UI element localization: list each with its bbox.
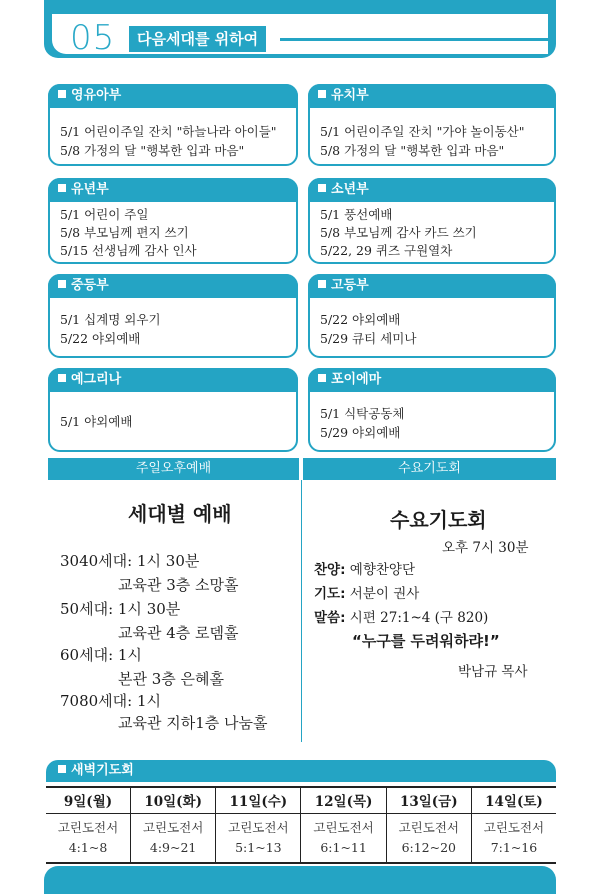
section-divider xyxy=(301,480,302,742)
word-value: 시편 27:1~4 (구 820) xyxy=(349,610,489,626)
generation-time: 50세대: 1시 30분 xyxy=(60,600,181,618)
card-juniors xyxy=(308,178,556,264)
card-tab xyxy=(48,274,298,298)
card-body xyxy=(320,206,477,260)
card-tab xyxy=(48,84,298,108)
event-line: 5/1 어린이 주일 xyxy=(60,207,149,222)
event-line: 5/8 가정의 달 "행복한 입과 마음" xyxy=(60,143,245,158)
generation-time: 3040세대: 1시 30분 xyxy=(60,552,200,570)
verse: 5:1~13 xyxy=(235,839,282,855)
wednesday-section-header: 수요기도회 xyxy=(303,458,556,480)
praise-label: 찬양: xyxy=(314,562,346,578)
scripture-cell xyxy=(471,813,556,863)
card-poiema xyxy=(308,368,556,452)
event-line: 5/1 어린이주일 잔치 "가야 놀이동산" xyxy=(320,124,525,139)
card-body xyxy=(60,310,161,348)
section-number: 05 xyxy=(70,18,116,58)
dawn-prayer-table xyxy=(46,786,556,864)
scripture-cell xyxy=(131,813,216,863)
day-header: 12일(목) xyxy=(301,787,386,813)
card-tab xyxy=(308,274,556,298)
card-body xyxy=(60,206,197,260)
prayer-value: 서분이 권사 xyxy=(349,586,420,602)
scripture-cell xyxy=(301,813,386,863)
card-middle-school xyxy=(48,274,298,358)
verse: 4:9~21 xyxy=(149,839,197,855)
verse: 6:1~11 xyxy=(320,839,367,855)
card-body xyxy=(320,122,525,160)
card-tab xyxy=(48,178,298,202)
scripture-cell xyxy=(386,813,471,863)
generation-place: 교육관 지하1층 나눔홀 xyxy=(118,714,268,732)
generation-place: 교육관 3층 소망홀 xyxy=(118,576,239,594)
verse: 6:12~20 xyxy=(401,839,457,855)
card-tab xyxy=(308,178,556,202)
event-line: 5/1 식탁공동체 xyxy=(320,406,405,421)
event-line: 5/8 부모님께 편지 쓰기 xyxy=(60,225,189,240)
book: 고린도전서 xyxy=(228,819,289,835)
event-line: 5/8 가정의 달 "행복한 입과 마음" xyxy=(320,143,505,158)
square-icon xyxy=(58,280,66,288)
event-line: 5/22, 29 퀴즈 구원열차 xyxy=(320,243,453,258)
square-icon xyxy=(58,184,66,192)
card-body xyxy=(320,310,416,348)
event-line: 5/1 십계명 외우기 xyxy=(60,312,161,327)
event-line: 5/22 야외예배 xyxy=(60,331,141,346)
generation-time: 60세대: 1시 xyxy=(60,646,142,664)
dept-name: 고등부 xyxy=(331,278,369,293)
dept-name: 소년부 xyxy=(331,182,369,197)
event-line: 5/22 야외예배 xyxy=(320,312,401,327)
footer-bar xyxy=(44,866,556,894)
dept-name: 영유아부 xyxy=(71,88,122,103)
square-icon xyxy=(318,184,326,192)
dept-name: 유년부 xyxy=(71,182,109,197)
event-line: 5/29 야외예배 xyxy=(320,425,401,440)
card-tab xyxy=(308,368,556,392)
book: 고린도전서 xyxy=(142,819,204,835)
event-line: 5/15 선생님께 감사 인사 xyxy=(60,243,197,258)
card-body xyxy=(60,122,277,160)
event-line: 5/8 부모님께 감사 카드 쓰기 xyxy=(320,225,477,240)
day-header: 14일(토) xyxy=(471,787,556,813)
generation-place: 본관 3층 은혜홀 xyxy=(118,670,225,688)
sermon-title: “누구를 두려워하랴!” xyxy=(352,632,500,650)
card-body xyxy=(60,412,132,431)
square-icon xyxy=(58,374,66,382)
event-line: 5/1 야외예배 xyxy=(60,414,133,429)
wednesday-title: 수요기도회 xyxy=(390,508,487,532)
preacher: 박남규 목사 xyxy=(458,664,528,680)
word-line xyxy=(314,606,488,626)
praise-value: 예향찬양단 xyxy=(349,562,415,578)
word-label: 말씀: xyxy=(314,610,346,626)
day-header: 10일(화) xyxy=(131,787,216,813)
square-icon xyxy=(318,280,326,288)
generation-time: 7080세대: 1시 xyxy=(60,692,162,710)
generation-place: 교육관 4층 로뎀홀 xyxy=(118,624,239,642)
square-icon xyxy=(58,765,66,773)
square-icon xyxy=(318,374,326,382)
day-header: 11일(수) xyxy=(216,787,301,813)
page-title: 다음세대를 위하여 xyxy=(129,26,266,52)
event-line: 5/1 어린이주일 잔치 "하늘나라 아이들" xyxy=(60,124,277,139)
dept-name: 중등부 xyxy=(71,278,109,293)
card-tab xyxy=(308,84,556,108)
dept-name: 포이에마 xyxy=(331,372,382,387)
book: 고린도전서 xyxy=(313,819,374,835)
card-body xyxy=(320,404,404,442)
sunday-title: 세대별 예배 xyxy=(128,502,232,526)
card-elementary xyxy=(48,178,298,264)
verse: 7:1~16 xyxy=(490,839,538,855)
header-panel xyxy=(52,14,548,54)
table-row xyxy=(46,813,556,863)
event-line: 5/29 큐티 세미나 xyxy=(320,331,417,346)
verse: 4:1~8 xyxy=(68,839,108,855)
dawn-prayer-tab xyxy=(46,760,556,782)
card-high-school xyxy=(308,274,556,358)
header-rule xyxy=(280,38,548,41)
prayer-label: 기도: xyxy=(314,586,346,602)
card-tab xyxy=(48,368,298,392)
book: 고린도전서 xyxy=(57,819,119,835)
book: 고린도전서 xyxy=(398,819,459,835)
praise-line xyxy=(314,558,415,578)
scripture-cell xyxy=(46,813,131,863)
square-icon xyxy=(58,90,66,98)
card-yegrina xyxy=(48,368,298,452)
sunday-section-header: 주일오후예배 xyxy=(48,458,299,480)
square-icon xyxy=(318,90,326,98)
day-header: 13일(금) xyxy=(386,787,471,813)
prayer-line xyxy=(314,582,419,602)
table-header-row xyxy=(46,787,556,813)
book: 고린도전서 xyxy=(483,819,545,835)
event-line: 5/1 풍선예배 xyxy=(320,207,393,222)
wednesday-time: 오후 7시 30분 xyxy=(442,540,529,556)
dawn-prayer-title: 새벽기도회 xyxy=(71,763,134,778)
scripture-cell xyxy=(216,813,301,863)
day-header: 9일(월) xyxy=(46,787,131,813)
card-kindergarten xyxy=(308,84,556,166)
dept-name: 유치부 xyxy=(331,88,369,103)
dept-name: 예그리나 xyxy=(71,372,122,387)
card-infant xyxy=(48,84,298,166)
